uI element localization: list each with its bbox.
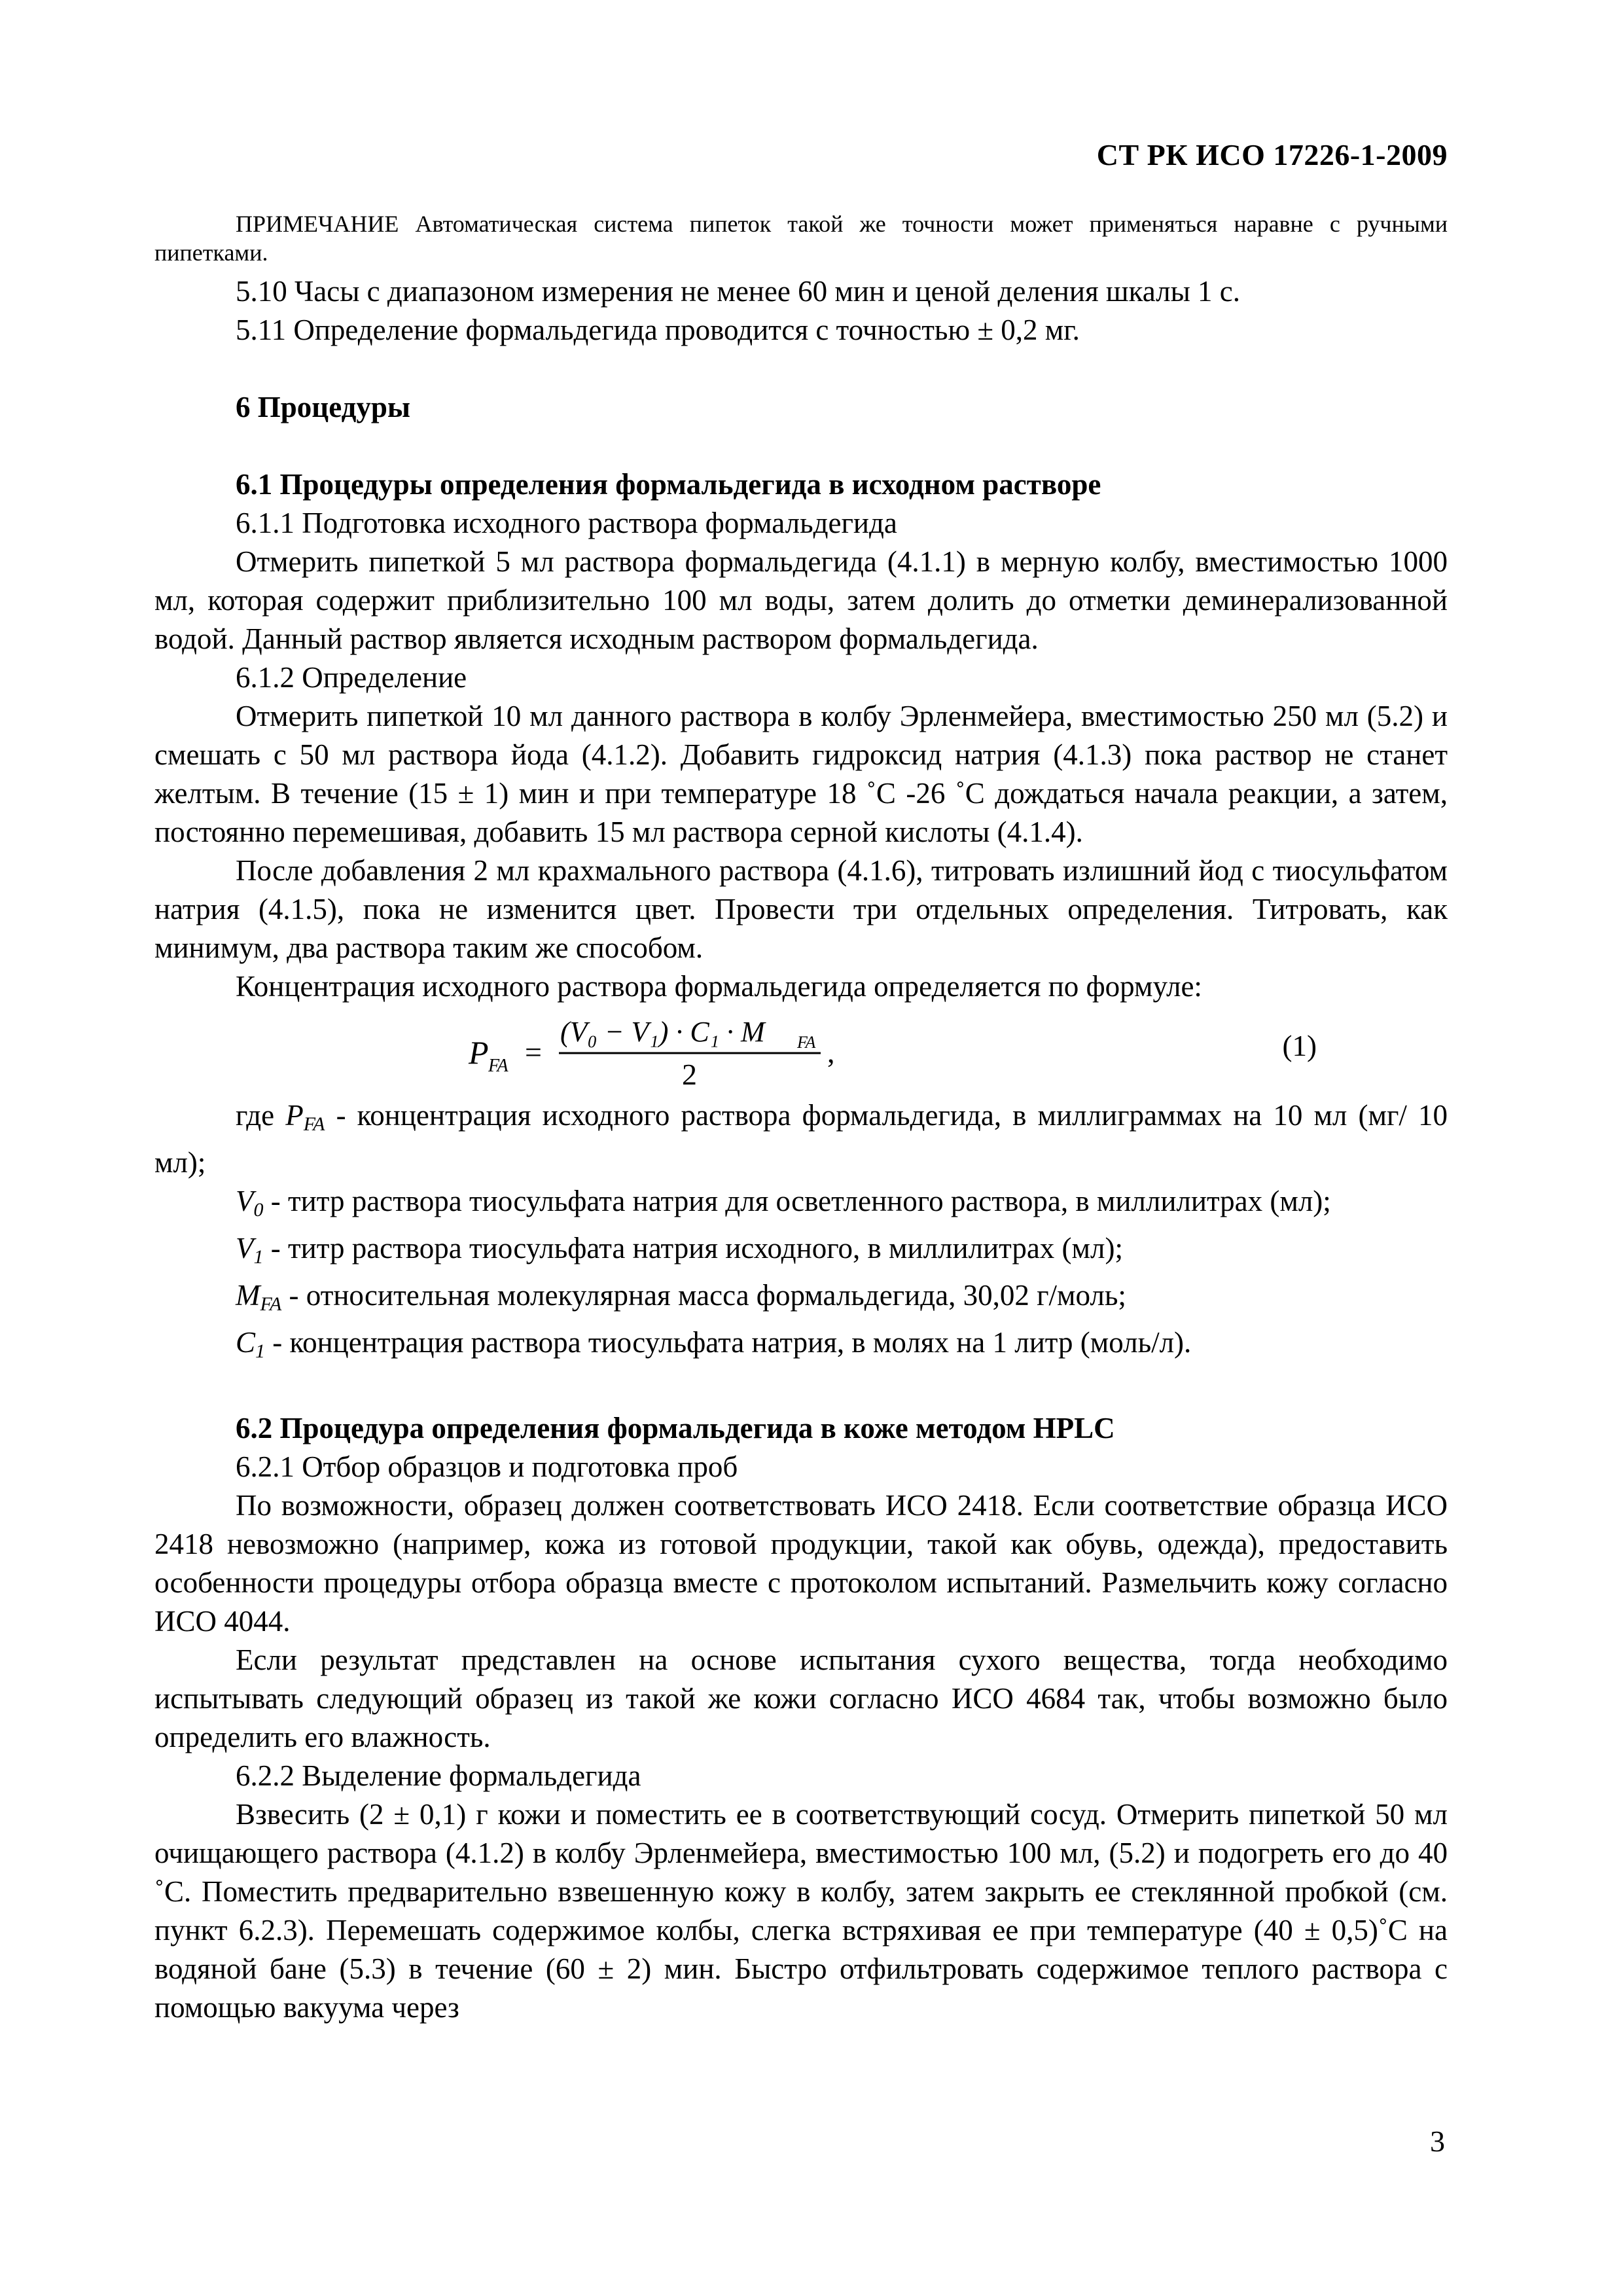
- section-6-2-2-title: 6.2.2 Выделение формальдегида: [236, 1759, 641, 1792]
- section-6-2-title: 6.2 Процедура определения формальдегида в коже методом HPLC: [236, 1412, 1115, 1444]
- section-6-2-2-text: Взвесить (2 ± 0,1) г кожи и поместить ее в соответствующий сосуд. Отмерить пипеткой 50 мл очищающего раствора (4.1.2) в колбу Эрленмейера, вместимостью 100 мл, (5.2) и подогреть его до 40 ˚С. Поместить предварительно взвешенную кожу в колбу, затем закрыть ее стеклянной пробкой (см. пункт 6.2.3). Перемешать содержимое колбы, слегка встряхивая ее при температуре (40 ± 0,5)˚С на водяной бане (5.3) в течение (60 ± 2) мин. Быстро отфильтровать содержимое теплого раствора с помощью вакуума через: [154, 1798, 1448, 2024]
- formula-denominator: 2: [682, 1058, 697, 1091]
- section-6-1-1-text: Отмерить пипеткой 5 мл раствора формальдегида (4.1.1) в мерную колбу, вместимостью 1000 мл, которая содержит приблизительно 100 мл воды, затем долить до отметки деминерализованной водой. Данный раствор является исходным раствором формальдегида.: [154, 545, 1448, 655]
- section-6-1-title: 6.1 Процедуры определения формальдегида в исходном растворе: [236, 468, 1101, 501]
- formula-number: (1): [1282, 1030, 1317, 1062]
- formula-lhs-sub: FA: [488, 1056, 508, 1076]
- formula-lhs: P: [469, 1034, 489, 1071]
- formula-graphic: [462, 1007, 1051, 1094]
- where-item: $V_0$ - титр раствора тиосульфата натрия для осветленного раствора, в миллилитрах (мл);: [236, 1185, 1331, 1221]
- paragraph-5-11: 5.11 Определение формальдегида проводится с точностью ± 0,2 мг.: [236, 314, 1080, 346]
- section-6-2-1-title: 6.2.1 Отбор образцов и подготовка проб: [236, 1450, 738, 1483]
- section-6-1-2-title: 6.1.2 Определение: [236, 661, 467, 694]
- formula-comma: ,: [827, 1035, 835, 1069]
- where-item: $V_1$ - титр раствора тиосульфата натрия исходного, в миллилитрах (мл);: [236, 1232, 1123, 1268]
- section-6-1-2-text-3: Концентрация исходного раствора формальдегида определяется по формуле:: [236, 970, 1202, 1003]
- section-6-2-1-text-2: Если результат представлен на основе испытания сухого вещества, тогда необходимо испытывать следующий образец из такой же кожи согласно ИСО 4684 так, чтобы возможно было определить его влажность.: [154, 1643, 1448, 1753]
- where-item: $C_1$ - концентрация раствора тиосульфата натрия, в молях на 1 литр (моль/л).: [236, 1326, 1192, 1362]
- where-item: $M_{FA}$ - относительная молекулярная масса формальдегида, 30,02 г/моль;: [236, 1279, 1126, 1315]
- page-number: 3: [1430, 2125, 1445, 2158]
- section-6-1-2-text-1: Отмерить пипеткой 10 мл данного раствора в колбу Эрленмейера, вместимостью 250 мл (5.2) и смешать с 50 мл раствора йода (4.1.2). Добавить гидроксид натрия (4.1.3) пока раствор не станет желтым. В течение (15 ± 1) мин и при температуре 18 ˚С -26 ˚С дождаться начала реакции, а затем, постоянно перемешивая, добавить 15 мл раствора серной кислоты (4.1.4).: [154, 700, 1448, 848]
- formula-numerator: (V₀ − V₁) · C₁ · M: [560, 1016, 765, 1048]
- formula-equals: =: [525, 1035, 542, 1069]
- paragraph-5-10: 5.10 Часы с диапазоном измерения не менее 60 мин и ценой деления шкалы 1 с.: [236, 275, 1241, 308]
- where-item: где $P_{FA}$ - концентрация исходного раствора формальдегида, в миллиграммах на 10 мл (мг/ 10 мл);: [154, 1099, 1448, 1179]
- section-6-1-1-title: 6.1.1 Подготовка исходного раствора формальдегида: [236, 507, 897, 539]
- formula-numerator-sub: FA: [797, 1033, 816, 1052]
- document-body: [154, 209, 1448, 2027]
- formula-1: [154, 1007, 1448, 1094]
- section-6-title: 6 Процедуры: [236, 391, 411, 423]
- section-6-2-1-text-1: По возможности, образец должен соответствовать ИСО 2418. Если соответствие образца ИСО 2418 невозможно (например, кожа из готовой продукции, такой как обувь, одежда), предоставить особенности процедуры отбора образца вместе с протоколом испытаний. Размельчить кожу согласно ИСО 4044.: [154, 1489, 1448, 1638]
- section-6-1-2-text-2: После добавления 2 мл крахмального раствора (4.1.6), титровать излишний йод с тиосульфатом натрия (4.1.5), пока не изменится цвет. Провести три отдельных определения. Титровать, как минимум, два раствора таким же способом.: [154, 854, 1448, 964]
- standard-code-header: СТ РК ИСО 17226-1-2009: [1096, 138, 1448, 171]
- note-paragraph: ПРИМЕЧАНИЕ Автоматическая система пипеток такой же точности может применяться наравне с ручными пипетками.: [154, 211, 1448, 266]
